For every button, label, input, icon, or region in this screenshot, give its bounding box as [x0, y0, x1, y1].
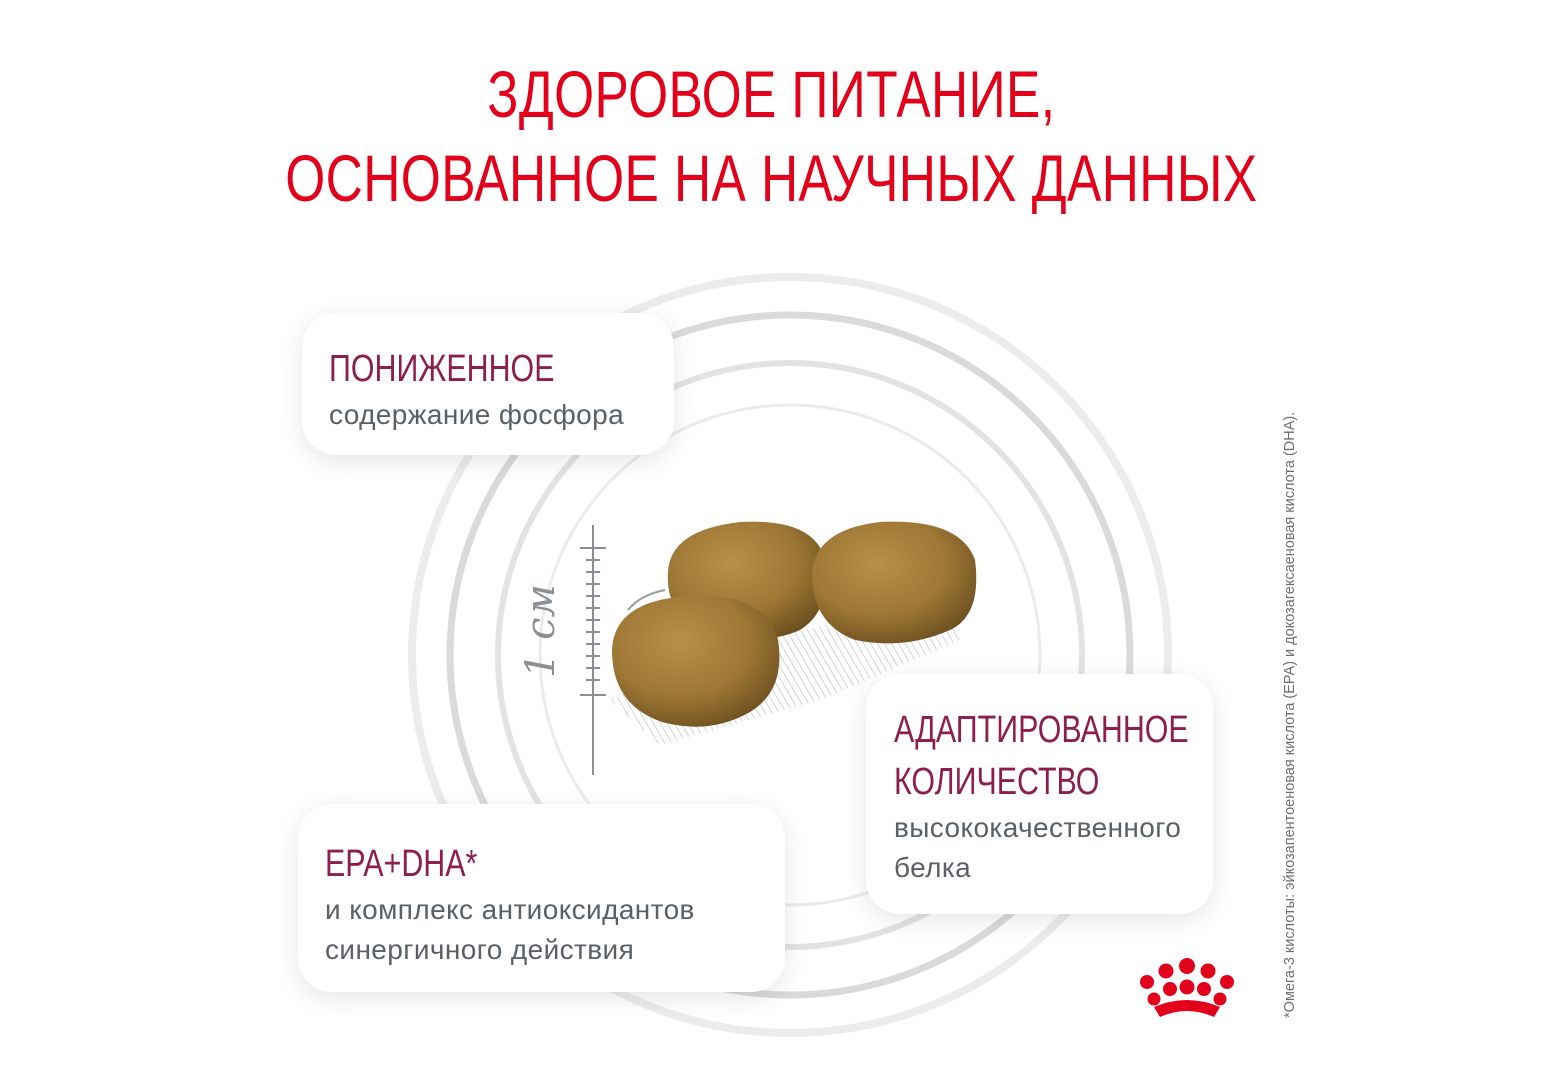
title-line-1: ЗДОРОВОЕ ПИТАНИЕ, [487, 57, 1056, 131]
scale-ruler [580, 525, 606, 775]
card-text-line-2: белка [894, 852, 972, 883]
page-title [170, 52, 1374, 220]
benefit-card-protein [866, 674, 1213, 914]
royal-canin-crown-logo [1128, 955, 1246, 1025]
card-text-line-1: и комплекс антиоксидантов [325, 894, 695, 925]
card-text: содержание фосфора [329, 399, 625, 430]
benefit-card-epa-dha [298, 804, 785, 992]
benefit-card-phosphorus [302, 313, 674, 455]
title-line-2: ОСНОВАННОЕ НА НАУЧНЫХ ДАННЫХ [285, 141, 1258, 215]
card-heading-line-1: АДАПТИРОВАННОЕ [894, 709, 1189, 751]
card-heading: ПОНИЖЕННОЕ [329, 348, 555, 390]
card-text-line-2: синергичного действия [325, 934, 635, 965]
card-heading-line-2: КОЛИЧЕСТВО [894, 761, 1100, 803]
card-text-line-1: высококачественного [894, 812, 1182, 843]
card-heading: EPA+DHA* [325, 843, 478, 885]
scale-label: 1 см [518, 584, 564, 678]
footnote: *Омега-3 кислоты: эйкозапентоеновая кислота (EPA) и докозагексаеновая кислота (DHA). [1282, 411, 1298, 1018]
